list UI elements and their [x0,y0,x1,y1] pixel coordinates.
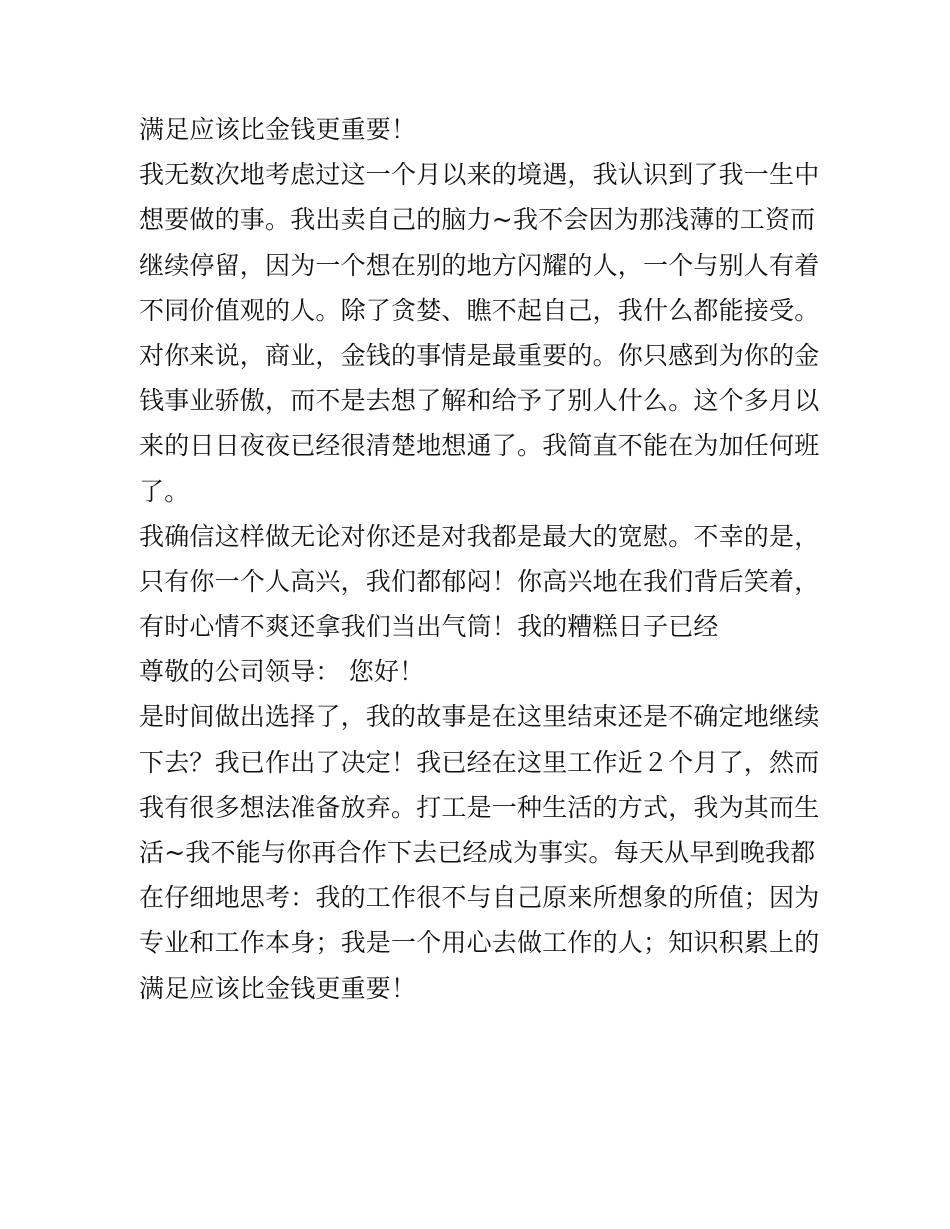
text-line: 对你来说，商业，金钱的事情是最重要的。你只感到为你的金 [139,340,820,370]
text-line: 在仔细地思考：我的工作很不与自己原来所想象的所值；因为 [139,883,820,913]
text-line: 有时心情不爽还拿我们当出气筒！我的糟糕日子已经 [139,612,719,642]
text-line: 不同价值观的人。除了贪婪、瞧不起自己，我什么都能接受。 [139,295,820,325]
text-line: 专业和工作本身；我是一个用心去做工作的人；知识积累上的 [139,928,820,958]
text-line: 我确信这样做无论对你还是对我都是最大的宽慰。不幸的是， [139,521,820,551]
document-body [139,107,839,1011]
text-line: 我无数次地考虑过这一个月以来的境遇，我认识到了我一生中 [139,160,820,190]
text-line: 下去？我已作出了决定！我已经在这里工作近２个月了，然而 [139,747,820,777]
greeting-line: 尊敬的公司领导： 您好！ [139,657,425,687]
text-line: 满足应该比金钱更重要！ [139,973,417,1003]
text-line: 只有你一个人高兴，我们都郁闷！你高兴地在我们背后笑着， [139,566,820,596]
text-line: 了。 [139,476,190,506]
text-line: 继续停留，因为一个想在别的地方闪耀的人，一个与别人有着 [139,250,820,280]
text-line: 我有很多想法准备放弃。打工是一种生活的方式，我为其而生 [139,792,820,822]
text-line: 是时间做出选择了，我的故事是在这里结束还是不确定地继续 [139,702,820,732]
text-line: 钱事业骄傲，而不是去想了解和给予了别人什么。这个多月以 [139,386,820,416]
text-line: 活~我不能与你再合作下去已经成为事实。每天从早到晚我都 [139,838,816,867]
text-line: 来的日日夜夜已经很清楚地想通了。我简直不能在为加任何班 [139,431,820,461]
text-line: 满足应该比金钱更重要！ [139,115,417,144]
text-line: 想要做的事。我出卖自己的脑力~我不会因为那浅薄的工资而 [139,205,816,235]
